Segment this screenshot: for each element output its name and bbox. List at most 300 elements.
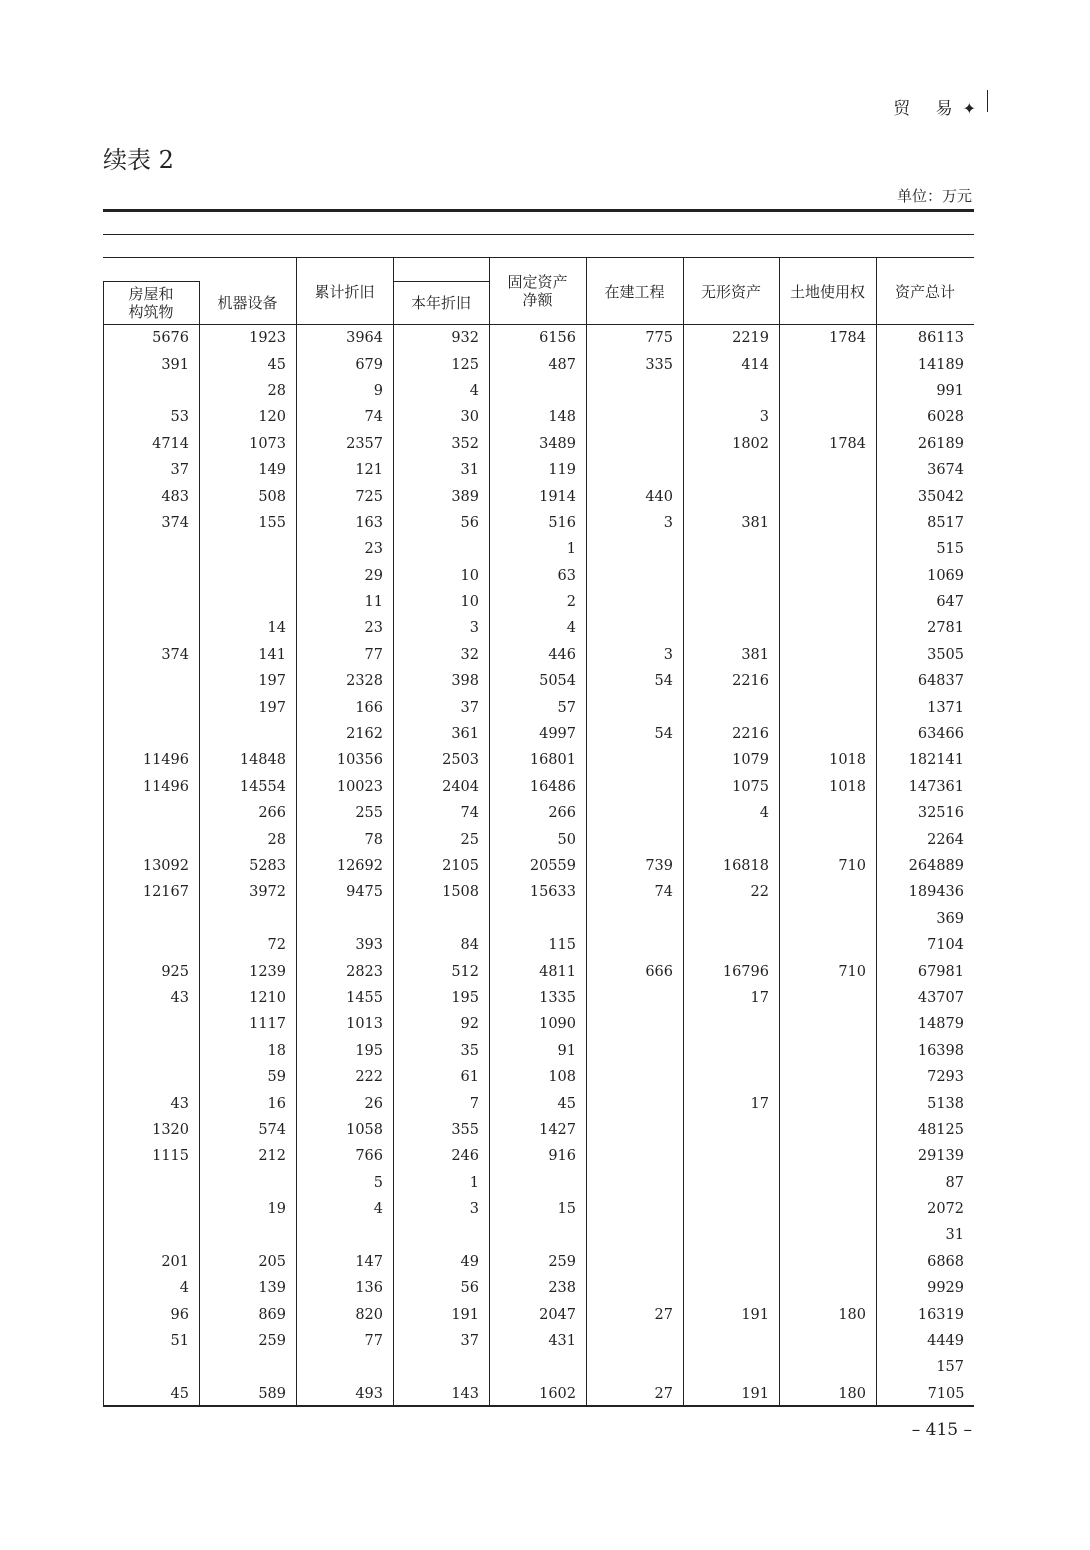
- table-row: [104, 1301, 975, 1327]
- table-cell: [780, 1117, 877, 1143]
- table-cell: [780, 721, 877, 747]
- table-cell: [104, 378, 200, 404]
- table-cell: [780, 510, 877, 536]
- table-cell: 1090: [490, 1011, 587, 1037]
- table-cell: [587, 1354, 684, 1380]
- table-cell: 108: [490, 1064, 587, 1090]
- table-cell: 516: [490, 510, 587, 536]
- table-row: [104, 826, 975, 852]
- table-cell: [587, 615, 684, 641]
- table-cell: 96: [104, 1301, 200, 1327]
- table-cell: [684, 1038, 780, 1064]
- table-cell: 23: [297, 615, 394, 641]
- table-cell: 2162: [297, 721, 394, 747]
- table-cell: [297, 906, 394, 932]
- table-cell: 4: [104, 1275, 200, 1301]
- table-cell: 77: [297, 1328, 394, 1354]
- table-cell: [104, 694, 200, 720]
- table-cell: [200, 589, 297, 615]
- table-cell: 666: [587, 958, 684, 984]
- table-body: [104, 325, 975, 1407]
- table-cell: [684, 932, 780, 958]
- table-cell: [200, 1354, 297, 1380]
- table-cell: [587, 378, 684, 404]
- table-cell: [780, 985, 877, 1011]
- table-cell: 264889: [908, 858, 964, 874]
- col-header-machinery: 机器设备: [217, 294, 278, 312]
- table-cell: [587, 536, 684, 562]
- table-cell: 115: [490, 932, 587, 958]
- table-cell: 121: [297, 457, 394, 483]
- table-cell: 2264: [927, 831, 964, 848]
- table-cell: 2105: [394, 853, 490, 879]
- table-row: [104, 1064, 975, 1090]
- table-cell: 77: [297, 642, 394, 668]
- table-cell: 147: [297, 1249, 394, 1275]
- col-header-accum-depreciation: 累计折旧: [314, 283, 375, 301]
- table-cell: 37: [394, 1328, 490, 1354]
- table-cell: 91: [490, 1038, 587, 1064]
- table-cell: 14848: [200, 747, 297, 773]
- running-head: [893, 94, 976, 119]
- table-cell: 14: [200, 615, 297, 641]
- table-cell: [587, 1170, 684, 1196]
- table-cell: 1058: [297, 1117, 394, 1143]
- table-cell: [104, 1064, 200, 1090]
- table-cell: [780, 563, 877, 589]
- table-cell: [684, 1170, 780, 1196]
- table-row: [104, 853, 975, 879]
- table-cell: [587, 1038, 684, 1064]
- table-cell: [684, 1328, 780, 1354]
- table-cell: [587, 404, 684, 430]
- table-cell: [587, 747, 684, 773]
- table-cell: 191: [684, 1301, 780, 1327]
- table-cell: [684, 589, 780, 615]
- table-cell: 2047: [490, 1301, 587, 1327]
- table-cell: 10023: [297, 774, 394, 800]
- table-cell: [104, 826, 200, 852]
- col-header-land-use: 土地使用权: [789, 283, 865, 301]
- table-row: [104, 879, 975, 905]
- table-cell: [490, 378, 587, 404]
- table-cell: 1784: [780, 325, 877, 351]
- table-cell: 64837: [917, 673, 964, 690]
- table-cell: 1018: [780, 747, 877, 773]
- table-cell: 23: [297, 536, 394, 562]
- table-cell: 2503: [394, 747, 490, 773]
- table-cell: 925: [104, 958, 200, 984]
- table-cell: 414: [684, 351, 780, 377]
- table-cell: 647: [936, 594, 964, 611]
- table-cell: 11496: [104, 774, 200, 800]
- table-cell: 56: [394, 510, 490, 536]
- table-row: [104, 1354, 975, 1380]
- table-row: [104, 1011, 975, 1037]
- table-cell: [587, 694, 684, 720]
- table-cell: 5283: [200, 853, 297, 879]
- table-cell: 4: [297, 1196, 394, 1222]
- table-cell: [587, 563, 684, 589]
- table-cell: [780, 1064, 877, 1090]
- table-cell: 739: [587, 853, 684, 879]
- table-cell: 25: [394, 826, 490, 852]
- table-cell: [587, 431, 684, 457]
- table-cell: 14879: [917, 1016, 964, 1033]
- table-cell: [490, 906, 587, 932]
- table-cell: [684, 1275, 780, 1301]
- table-cell: 197: [200, 694, 297, 720]
- table-cell: 189436: [908, 884, 964, 901]
- table-cell: 355: [394, 1117, 490, 1143]
- table-cell: 389: [394, 483, 490, 509]
- table-cell: 86113: [917, 330, 964, 347]
- table-cell: 1079: [684, 747, 780, 773]
- table-cell: [394, 906, 490, 932]
- table-cell: 512: [394, 958, 490, 984]
- table-row: [104, 1117, 975, 1143]
- table-cell: [780, 536, 877, 562]
- table-cell: [104, 589, 200, 615]
- table-cell: 120: [200, 404, 297, 430]
- table-row: [104, 1143, 975, 1169]
- table-cell: 515: [936, 541, 964, 558]
- table-cell: 266: [200, 800, 297, 826]
- table-cell: 16486: [490, 774, 587, 800]
- table-cell: 12692: [297, 853, 394, 879]
- table-cell: 493: [297, 1381, 394, 1407]
- table-cell: 63: [490, 563, 587, 589]
- table-row: [104, 378, 975, 404]
- table-cell: 1371: [927, 699, 964, 716]
- table-cell: 3: [394, 1196, 490, 1222]
- table-cell: 431: [490, 1328, 587, 1354]
- table-cell: 43: [104, 1090, 200, 1116]
- table-cell: [684, 694, 780, 720]
- table-cell: 1013: [297, 1011, 394, 1037]
- table-cell: [200, 906, 297, 932]
- table-cell: 1073: [200, 431, 297, 457]
- table-cell: 3: [394, 615, 490, 641]
- table-cell: [684, 536, 780, 562]
- table-cell: [684, 1064, 780, 1090]
- table-cell: 74: [587, 879, 684, 905]
- table-cell: 48125: [917, 1121, 964, 1138]
- table-cell: 11: [297, 589, 394, 615]
- table-cell: 10: [394, 563, 490, 589]
- table-cell: [104, 668, 200, 694]
- table-cell: 78: [297, 826, 394, 852]
- table-cell: [104, 800, 200, 826]
- table-cell: 8517: [927, 514, 964, 531]
- table-cell: [684, 483, 780, 509]
- table-cell: 574: [200, 1117, 297, 1143]
- table-cell: 17: [684, 985, 780, 1011]
- table-cell: 2404: [394, 774, 490, 800]
- header-vline: [393, 257, 394, 325]
- table-cell: 398: [394, 668, 490, 694]
- table-cell: 180: [780, 1301, 877, 1327]
- table-cell: 22: [684, 879, 780, 905]
- table-cell: [587, 1117, 684, 1143]
- table-row: [104, 932, 975, 958]
- table-cell: 361: [394, 721, 490, 747]
- table-cell: 5054: [490, 668, 587, 694]
- table-cell: 820: [297, 1301, 394, 1327]
- table-cell: 259: [490, 1249, 587, 1275]
- table-cell: [490, 1170, 587, 1196]
- table-cell: [104, 932, 200, 958]
- table-cell: 63466: [917, 726, 964, 743]
- table-cell: 9475: [297, 879, 394, 905]
- table-cell: [587, 1196, 684, 1222]
- table-row: [104, 1222, 975, 1248]
- table-cell: 205: [200, 1249, 297, 1275]
- table-cell: 222: [297, 1064, 394, 1090]
- table-row: [104, 325, 975, 351]
- table-cell: 16818: [684, 853, 780, 879]
- unit-label: 单位：万元: [896, 187, 972, 205]
- table-row: [104, 483, 975, 509]
- table-cell: [104, 1196, 200, 1222]
- table-row: [104, 906, 975, 932]
- table-cell: [394, 1222, 490, 1248]
- table-cell: [780, 1196, 877, 1222]
- table-cell: [780, 1011, 877, 1037]
- table-cell: [104, 1222, 200, 1248]
- table-cell: 182141: [908, 752, 964, 769]
- table-cell: 2: [490, 589, 587, 615]
- table-cell: 710: [780, 853, 877, 879]
- table-cell: 487: [490, 351, 587, 377]
- table-cell: 51: [104, 1328, 200, 1354]
- col-header-intangible: 无形资产: [700, 283, 761, 301]
- table-cell: 10356: [297, 747, 394, 773]
- table-cell: [104, 536, 200, 562]
- table-cell: 1784: [780, 431, 877, 457]
- table-cell: 1914: [490, 483, 587, 509]
- col-header-construction: 在建工程: [604, 283, 665, 301]
- table-cell: 1018: [780, 774, 877, 800]
- table-cell: 191: [394, 1301, 490, 1327]
- table-cell: [104, 721, 200, 747]
- table-cell: 201: [104, 1249, 200, 1275]
- table-cell: 147361: [908, 778, 964, 795]
- table-cell: [297, 1222, 394, 1248]
- table-cell: [684, 826, 780, 852]
- table-cell: [684, 563, 780, 589]
- table-cell: 1508: [394, 879, 490, 905]
- table-cell: 4714: [104, 431, 200, 457]
- table-cell: [780, 800, 877, 826]
- table-cell: [780, 1354, 877, 1380]
- table-cell: 29139: [917, 1148, 964, 1165]
- table-row: [104, 589, 975, 615]
- table-cell: 246: [394, 1143, 490, 1169]
- table-cell: 9929: [927, 1280, 964, 1297]
- table-cell: 1: [490, 536, 587, 562]
- table-cell: 13092: [104, 853, 200, 879]
- table-cell: [684, 1011, 780, 1037]
- table-cell: [780, 615, 877, 641]
- table-cell: 45: [200, 351, 297, 377]
- table-cell: 2328: [297, 668, 394, 694]
- table-cell: 3674: [927, 462, 964, 479]
- header-rule-1: [103, 234, 974, 235]
- table-cell: [104, 1170, 200, 1196]
- table-row: [104, 1381, 975, 1407]
- table-cell: [490, 1354, 587, 1380]
- table-cell: [587, 457, 684, 483]
- table-cell: 255: [297, 800, 394, 826]
- running-head-rule: [987, 90, 988, 112]
- table-cell: 1427: [490, 1117, 587, 1143]
- table-cell: 28: [200, 826, 297, 852]
- table-cell: 197: [200, 668, 297, 694]
- table-cell: [587, 589, 684, 615]
- table-cell: 15633: [490, 879, 587, 905]
- table-cell: 710: [780, 958, 877, 984]
- table-cell: 16796: [684, 958, 780, 984]
- table-cell: 26189: [917, 435, 964, 452]
- table-cell: [200, 721, 297, 747]
- table-top-rule: [103, 209, 974, 212]
- table-cell: [587, 774, 684, 800]
- table-cell: 4: [684, 800, 780, 826]
- table-cell: 74: [297, 404, 394, 430]
- table-row: [104, 668, 975, 694]
- table-cell: [587, 1011, 684, 1037]
- table-cell: 57: [490, 694, 587, 720]
- table-cell: [780, 1038, 877, 1064]
- table-cell: 7104: [927, 937, 964, 954]
- table-cell: [104, 906, 200, 932]
- table-cell: [200, 563, 297, 589]
- table-cell: 67981: [917, 963, 964, 980]
- table-cell: [684, 615, 780, 641]
- table-row: [104, 642, 975, 668]
- table-cell: 32516: [917, 805, 964, 822]
- table-cell: [587, 985, 684, 1011]
- table-cell: 195: [394, 985, 490, 1011]
- table-cell: 20559: [490, 853, 587, 879]
- table-cell: 4: [394, 378, 490, 404]
- table-cell: [587, 1328, 684, 1354]
- table-row: [104, 747, 975, 773]
- table-cell: [297, 1354, 394, 1380]
- table-cell: [104, 1011, 200, 1037]
- table-row: [104, 1328, 975, 1354]
- table-cell: 1455: [297, 985, 394, 1011]
- diamond-icon: ✦: [962, 99, 976, 118]
- table-cell: [200, 536, 297, 562]
- table-cell: [780, 589, 877, 615]
- table-cell: 6028: [927, 409, 964, 426]
- table-row: [104, 985, 975, 1011]
- table-cell: [780, 694, 877, 720]
- table-cell: 2781: [927, 620, 964, 637]
- table-cell: 2357: [297, 431, 394, 457]
- table-title: 续表 2: [103, 146, 174, 174]
- table-cell: 45: [490, 1090, 587, 1116]
- table-row: [104, 510, 975, 536]
- table-row: [104, 1038, 975, 1064]
- table-cell: 381: [684, 510, 780, 536]
- table-cell: 1802: [684, 431, 780, 457]
- table-row: [104, 721, 975, 747]
- table-cell: 446: [490, 642, 587, 668]
- table-cell: [200, 1170, 297, 1196]
- table-cell: 1923: [200, 325, 297, 351]
- table-cell: 3964: [297, 325, 394, 351]
- table-cell: 1239: [200, 958, 297, 984]
- table-row: [104, 1249, 975, 1275]
- table-row: [104, 1196, 975, 1222]
- table-cell: 37: [394, 694, 490, 720]
- table-cell: 775: [587, 325, 684, 351]
- table-cell: 2216: [684, 668, 780, 694]
- table-cell: 61: [394, 1064, 490, 1090]
- table-cell: 16398: [917, 1042, 964, 1059]
- table-cell: 49: [394, 1249, 490, 1275]
- table-cell: [780, 1249, 877, 1275]
- table-cell: [684, 378, 780, 404]
- table-cell: 54: [587, 668, 684, 694]
- table-cell: 440: [587, 483, 684, 509]
- table-cell: 725: [297, 483, 394, 509]
- table-cell: [780, 1222, 877, 1248]
- table-cell: 4997: [490, 721, 587, 747]
- table-cell: 191: [684, 1381, 780, 1407]
- col-header-total-assets: 资产总计: [894, 283, 955, 301]
- table-cell: [780, 642, 877, 668]
- table-cell: 74: [394, 800, 490, 826]
- table-cell: 5: [297, 1170, 394, 1196]
- table-cell: 59: [200, 1064, 297, 1090]
- table-cell: 14189: [917, 356, 964, 373]
- table-cell: 26: [297, 1090, 394, 1116]
- table-cell: 163: [297, 510, 394, 536]
- table-cell: 87: [945, 1174, 964, 1191]
- table-cell: 1: [394, 1170, 490, 1196]
- table-cell: 6868: [927, 1253, 964, 1270]
- table-cell: 149: [200, 457, 297, 483]
- table-cell: [490, 1222, 587, 1248]
- table-cell: [780, 457, 877, 483]
- table-cell: [780, 826, 877, 852]
- table-cell: 766: [297, 1143, 394, 1169]
- table-cell: 2823: [297, 958, 394, 984]
- header-subrule-left: [103, 281, 199, 282]
- table-cell: 29: [297, 563, 394, 589]
- table-cell: 335: [587, 351, 684, 377]
- table-cell: 92: [394, 1011, 490, 1037]
- table-cell: 28: [200, 378, 297, 404]
- table-row: [104, 615, 975, 641]
- table-cell: [104, 1038, 200, 1064]
- table-cell: 916: [490, 1143, 587, 1169]
- table-cell: [684, 1222, 780, 1248]
- table-cell: [587, 932, 684, 958]
- table-cell: 266: [490, 800, 587, 826]
- table-cell: [684, 1354, 780, 1380]
- table-cell: 3: [684, 404, 780, 430]
- table-cell: 35042: [917, 488, 964, 505]
- table-cell: [587, 1143, 684, 1169]
- table-cell: 53: [104, 404, 200, 430]
- table-cell: [587, 1275, 684, 1301]
- header-subrule-mid: [393, 281, 489, 282]
